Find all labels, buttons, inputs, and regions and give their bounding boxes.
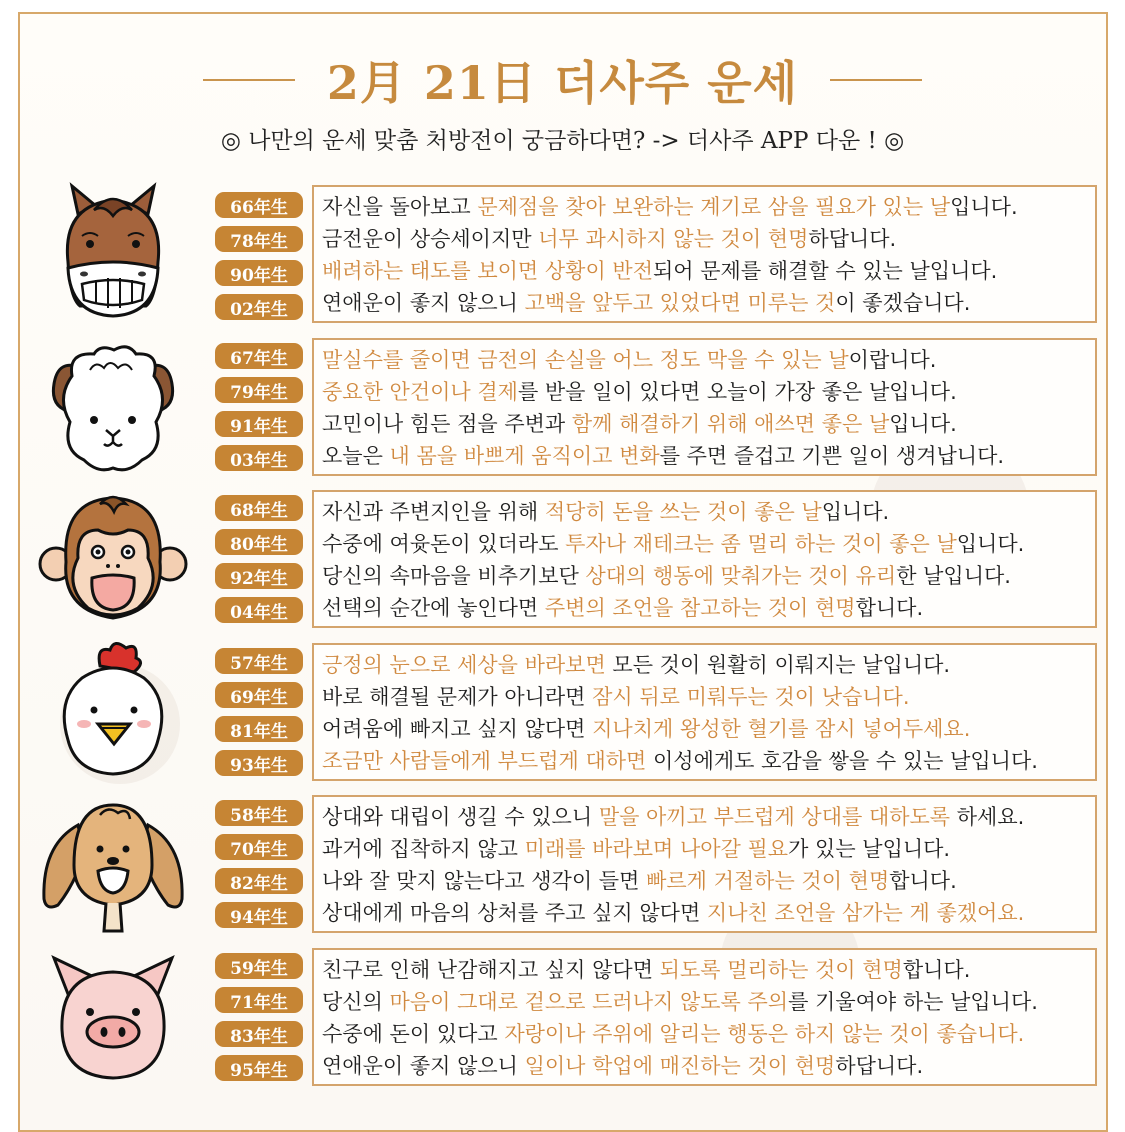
- fortune-line: [322, 1018, 1024, 1050]
- year-badge: 90年生: [215, 260, 303, 286]
- fortune-line: [322, 255, 997, 287]
- year-badge: 71年生: [215, 987, 303, 1013]
- fortune-text: 한 날입니다.: [896, 564, 1011, 588]
- fortune-line: [322, 440, 1004, 472]
- fortune-highlight: 빠르게 거절하는 것이 현명: [646, 869, 890, 893]
- fortune-text: 가 있는 날입니다.: [788, 837, 951, 861]
- fortune-line: [322, 592, 923, 624]
- fortune-line: [322, 897, 1024, 929]
- app-download-promo: ◎ 나만의 운세 맞춤 처방전이 궁금하다면? -> 더사주 APP 다운 ! ◎: [220, 128, 905, 154]
- fortune-line: [322, 833, 950, 865]
- year-badge: 02年生: [215, 294, 303, 320]
- fortune-text: 바로 해결될 문제가 아니라면: [322, 685, 593, 709]
- sheep-icon: [38, 338, 188, 478]
- fortune-line: [322, 1050, 923, 1082]
- fortune-text: 선택의 순간에 놓인다면: [322, 596, 545, 620]
- fortune-text: 어려움에 빠지고 싶지 않다면: [322, 717, 593, 741]
- fortune-text: 오늘은: [322, 444, 390, 468]
- fortune-line: [322, 344, 936, 376]
- fortune-highlight: 함께 해결하기 위해 애쓰면 좋은 날: [571, 412, 890, 436]
- fortune-box-rooster: [312, 643, 1097, 781]
- fortune-box-horse: [312, 185, 1097, 323]
- fortune-text: 연애운이 좋지 않으니: [322, 291, 525, 315]
- fortune-text: 입니다.: [956, 532, 1025, 556]
- dog-icon: [38, 795, 188, 940]
- fortune-line: [322, 560, 1011, 592]
- year-badge: 79年生: [215, 377, 303, 403]
- fortune-line: [322, 408, 957, 440]
- fortune-highlight: 말을 아끼고 부드럽게 상대를 대하도록: [598, 805, 951, 829]
- fortune-line: [322, 496, 889, 528]
- fortune-text: 하세요.: [950, 805, 1025, 829]
- year-badge: 82年生: [215, 868, 303, 894]
- fortune-text: 입니다.: [950, 195, 1018, 219]
- year-badge: 58年生: [215, 800, 303, 826]
- fortune-text: 과거에 집착하지 않고: [322, 837, 525, 861]
- fortune-text: 입니다.: [821, 500, 890, 524]
- year-badge: 91年生: [215, 411, 303, 437]
- year-badge: 68年生: [215, 495, 303, 521]
- pig-icon: [38, 950, 188, 1090]
- year-badge: 57年生: [215, 648, 303, 674]
- fortune-highlight: 잠시 뒤로 미뤄두는 것이 낫습니다.: [592, 685, 910, 709]
- fortune-text: 당신의 속마음을 비추기보단: [322, 564, 586, 588]
- fortune-line: [322, 801, 1024, 833]
- fortune-text: 하답니다.: [808, 227, 897, 251]
- fortune-text: 합니다.: [855, 596, 924, 620]
- fortune-line: [322, 223, 896, 255]
- title-right-rule: [830, 79, 922, 81]
- monkey-icon: [38, 490, 188, 630]
- fortune-text: 자신과 주변지인을 위해: [322, 500, 545, 524]
- fortune-text: 이랍니다.: [848, 348, 937, 372]
- year-badge: 70年生: [215, 834, 303, 860]
- fortune-highlight: 말실수를 줄이면 금전의 손실을 어느 정도 막을 수 있는 날: [322, 348, 849, 372]
- year-badge: 95年生: [215, 1055, 303, 1081]
- fortune-text: 합니다.: [902, 958, 971, 982]
- fortune-text: 입니다.: [889, 412, 957, 436]
- horse-icon: [38, 182, 188, 322]
- year-badge: 94年生: [215, 902, 303, 928]
- fortune-text: 되어 문제를 해결할 수 있는 날입니다.: [653, 259, 998, 283]
- fortune-text: 이성에게도 호감을 쌓을 수 있는 날입니다.: [646, 749, 1038, 773]
- fortune-box-pig: [312, 948, 1097, 1086]
- year-badge: 04年生: [215, 597, 303, 623]
- fortune-highlight: 일이나 학업에 매진하는 것이 현명: [524, 1054, 836, 1078]
- year-badge: 67年生: [215, 343, 303, 369]
- fortune-line: [322, 954, 970, 986]
- year-badge: 03年生: [215, 445, 303, 471]
- fortune-highlight: 고백을 앞두고 있었다면 미루는 것: [524, 291, 836, 315]
- fortune-text: 금전운이 상승세이지만: [322, 227, 539, 251]
- fortune-highlight: 투자나 재테크는 좀 멀리 하는 것이 좋은 날: [565, 532, 957, 556]
- fortune-line: [322, 191, 1018, 223]
- fortune-text: 당신의: [322, 990, 390, 1014]
- fortune-line: [322, 745, 1038, 777]
- fortune-box-sheep: [312, 338, 1097, 476]
- fortune-line: [322, 376, 957, 408]
- fortune-line: [322, 865, 957, 897]
- fortune-highlight: 미래를 바라보며 나아갈 필요: [524, 837, 789, 861]
- fortune-highlight: 배려하는 태도를 보이면 상황이 반전: [322, 259, 653, 283]
- fortune-text: 상대와 대립이 생길 수 있으니: [322, 805, 599, 829]
- fortune-text: 를 받을 일이 있다면 오늘이 가장 좋은 날입니다.: [517, 380, 957, 404]
- fortune-highlight: 적당히 돈을 쓰는 것이 좋은 날: [544, 500, 822, 524]
- fortune-text: 모든 것이 원활히 이뤄지는 날입니다.: [605, 653, 951, 677]
- fortune-box-monkey: [312, 490, 1097, 628]
- fortune-line: [322, 986, 1038, 1018]
- fortune-text: 수중에 돈이 있다고: [322, 1022, 505, 1046]
- year-badge: 80年生: [215, 529, 303, 555]
- fortune-text: 하답니다.: [835, 1054, 924, 1078]
- fortune-highlight: 상대의 행동에 맞춰가는 것이 유리: [585, 564, 897, 588]
- header: [0, 40, 1125, 120]
- title-left-rule: [203, 79, 295, 81]
- fortune-highlight: 긍정의 눈으로 세상을 바라보면: [322, 653, 606, 677]
- year-badge: 69年生: [215, 682, 303, 708]
- fortune-text: 수중에 여윳돈이 있더라도: [322, 532, 566, 556]
- year-badge: 78年生: [215, 226, 303, 252]
- fortune-highlight: 내 몸을 바쁘게 움직이고 변화: [389, 444, 660, 468]
- fortune-line: [322, 649, 950, 681]
- fortune-highlight: 주변의 조언을 참고하는 것이 현명: [544, 596, 856, 620]
- fortune-line: [322, 681, 910, 713]
- year-badge: 83年生: [215, 1021, 303, 1047]
- fortune-text: 를 기울여야 하는 날입니다.: [788, 990, 1038, 1014]
- fortune-highlight: 너무 과시하지 않는 것이 현명: [538, 227, 809, 251]
- rooster-icon: [38, 640, 188, 780]
- fortune-highlight: 지나치게 왕성한 혈기를 잠시 넣어두세요.: [592, 717, 971, 741]
- fortune-text: 나와 잘 맞지 않는다고 생각이 들면: [322, 869, 647, 893]
- year-badge: 93年生: [215, 750, 303, 776]
- fortune-line: [322, 528, 1024, 560]
- fortune-line: [322, 713, 970, 745]
- fortune-text: 를 주면 즐겁고 기쁜 일이 생겨납니다.: [659, 444, 1005, 468]
- fortune-text: 자신을 돌아보고: [322, 195, 478, 219]
- fortune-text: 합니다.: [889, 869, 957, 893]
- year-badge: 59年生: [215, 953, 303, 979]
- year-badge: 81年生: [215, 716, 303, 742]
- year-badge: 66年生: [215, 192, 303, 218]
- fortune-highlight: 중요한 안건이나 결제: [322, 380, 518, 404]
- fortune-highlight: 자랑이나 주위에 알리는 행동은 하지 않는 것이 좋습니다.: [504, 1022, 1025, 1046]
- fortune-text: 이 좋겠습니다.: [835, 291, 971, 315]
- fortune-text: 고민이나 힘든 점을 주변과: [322, 412, 572, 436]
- fortune-highlight: 문제점을 찾아 보완하는 계기로 삼을 필요가 있는 날: [477, 195, 951, 219]
- fortune-text: 연애운이 좋지 않으니: [322, 1054, 525, 1078]
- fortune-line: [322, 287, 970, 319]
- fortune-highlight: 지나친 조언을 삼가는 게 좋겠어요.: [706, 901, 1025, 925]
- year-badge: 92年生: [215, 563, 303, 589]
- fortune-text: 친구로 인해 난감해지고 싶지 않다면: [322, 958, 660, 982]
- fortune-highlight: 마음이 그대로 겉으로 드러나지 않도록 주의: [389, 990, 789, 1014]
- fortune-text: 상대에게 마음의 상처를 주고 싶지 않다면: [322, 901, 707, 925]
- fortune-box-dog: [312, 795, 1097, 933]
- page-title: 2月 21日 더사주 운세: [326, 56, 799, 110]
- fortune-highlight: 조금만 사람들에게 부드럽게 대하면: [322, 749, 647, 773]
- fortune-highlight: 되도록 멀리하는 것이 현명: [659, 958, 903, 982]
